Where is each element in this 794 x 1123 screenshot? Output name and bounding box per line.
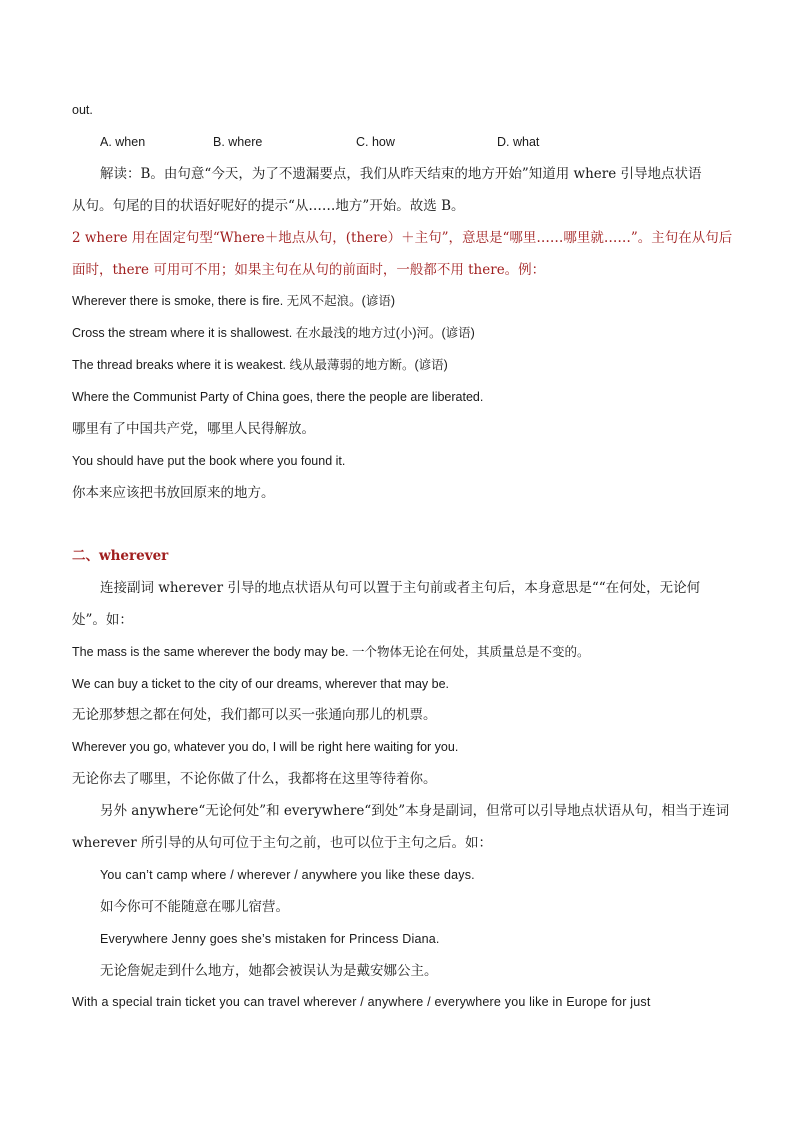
translation-line: 如今你可不能随意在哪儿宿营。: [100, 899, 289, 915]
option-c: C. how: [356, 135, 395, 149]
section-heading: 二、wherever: [72, 548, 169, 564]
example-line: Wherever you go, whatever you do, I will be right here waiting for you.: [72, 740, 459, 754]
example-line: You should have put the book where you found it.: [72, 454, 346, 468]
paragraph-line: 连接副词 wherever 引导的地点状语从句可以置于主句前或者主句后，本身意思是““在何处，无论何: [100, 580, 701, 596]
translation-line: 无论你去了哪里，不论你做了什么，我都将在这里等待着你。: [72, 771, 437, 787]
translation-line: 无论詹妮走到什么地方，她都会被误认为是戴安娜公主。: [100, 963, 438, 979]
option-d: D. what: [497, 135, 540, 149]
example-line: Cross the stream where it is shallowest. 在水最浅的地方过(小)河。(谚语): [72, 326, 475, 340]
example-line: Everywhere Jenny goes she’s mistaken for Princess Diana.: [100, 932, 440, 946]
paragraph-line: wherever 所引导的从句可位于主句之前，也可以位于主句之后。如：: [72, 835, 493, 851]
option-a: A. when: [100, 135, 146, 149]
example-line: We can buy a ticket to the city of our dreams, wherever that may be.: [72, 677, 450, 691]
example-line: Where the Communist Party of China goes, there the people are liberated.: [72, 390, 484, 404]
example-line: You can’t camp where / wherever / anywhere you like these days.: [100, 868, 475, 882]
translation-line: 无论那梦想之都在何处，我们都可以买一张通向那儿的机票。: [72, 707, 437, 723]
explanation-line: 从句。句尾的目的状语好呢好的提示“从……地方”开始。故选 B。: [72, 198, 465, 214]
paragraph-line: 另外 anywhere“无论何处”和 everywhere“到处”本身是副词，但常可以引导地点状语从句，相当于连词: [100, 803, 730, 819]
rule-line: 面时，there 可用可不用；如果主句在从句的前面时，一般都不用 there。例：: [72, 262, 546, 278]
example-line: The mass is the same wherever the body may be. 一个物体无论在何处，其质量总是不变的。: [72, 645, 590, 659]
text-line: out.: [72, 103, 93, 117]
rule-line: 2 where 用在固定句型“Where＋地点从句，(there）＋主句”，意思是“哪里……哪里就……”。主句在从句后: [72, 230, 733, 246]
translation-line: 你本来应该把书放回原来的地方。: [72, 485, 275, 501]
explanation-line: 解读：B。由句意“今天，为了不遗漏要点，我们从昨天结束的地方开始”知道用 where 引导地点状语: [100, 166, 702, 182]
option-b: B. where: [213, 135, 263, 149]
example-line: The thread breaks where it is weakest. 线从最薄弱的地方断。(谚语): [72, 358, 448, 372]
paragraph-line: 处”。如：: [72, 612, 133, 628]
example-line: With a special train ticket you can travel wherever / anywhere / everywhere you like in Europe for just: [72, 995, 651, 1009]
translation-line: 哪里有了中国共产党，哪里人民得解放。: [72, 421, 315, 437]
example-line: Wherever there is smoke, there is fire. 无风不起浪。(谚语): [72, 294, 395, 308]
